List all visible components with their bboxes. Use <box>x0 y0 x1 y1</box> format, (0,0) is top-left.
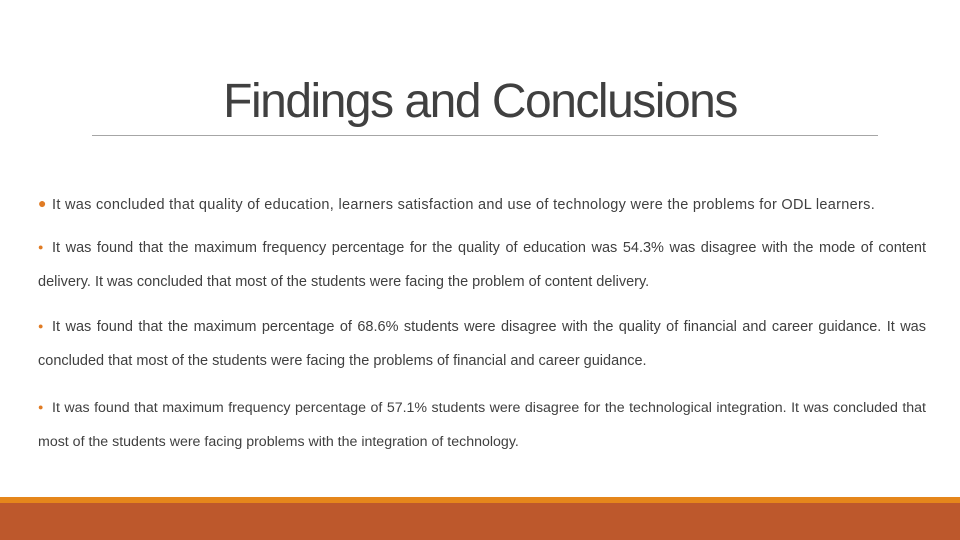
bullet-list <box>28 188 926 459</box>
slide-title: Findings and Conclusions <box>223 75 737 128</box>
bullet-dot-icon: ● <box>38 195 47 211</box>
footer-bar <box>0 503 960 540</box>
bullet-text: It was found that the maximum frequency percentage for the quality of education was 54.3% was disagree with the mode of content delivery. It was concluded that most of the students were facing the problem of content delivery. <box>38 240 926 290</box>
bullet-text: It was found that maximum frequency percentage of 57.1% students were disagree for the technological integration. It was concluded that most of the students were facing problems with the integration of technology. <box>38 400 926 450</box>
bullet-item <box>28 188 926 222</box>
bullet-dot-icon: ● <box>38 321 44 331</box>
bullet-item <box>28 311 926 378</box>
bullet-item <box>28 232 926 299</box>
bullet-dot-icon: ● <box>38 402 44 412</box>
title-underline <box>92 135 878 136</box>
bullet-text: It was found that the maximum percentage of 68.6% students were disagree with the quality of financial and career guidance. It was concluded that most of the students were facing the problems of financial and career guidance. <box>38 319 926 369</box>
bullet-item <box>28 392 926 459</box>
bullet-text: It was concluded that quality of education, learners satisfaction and use of technology were the problems for ODL learners. <box>52 197 876 213</box>
bullet-dot-icon: ● <box>38 242 44 252</box>
